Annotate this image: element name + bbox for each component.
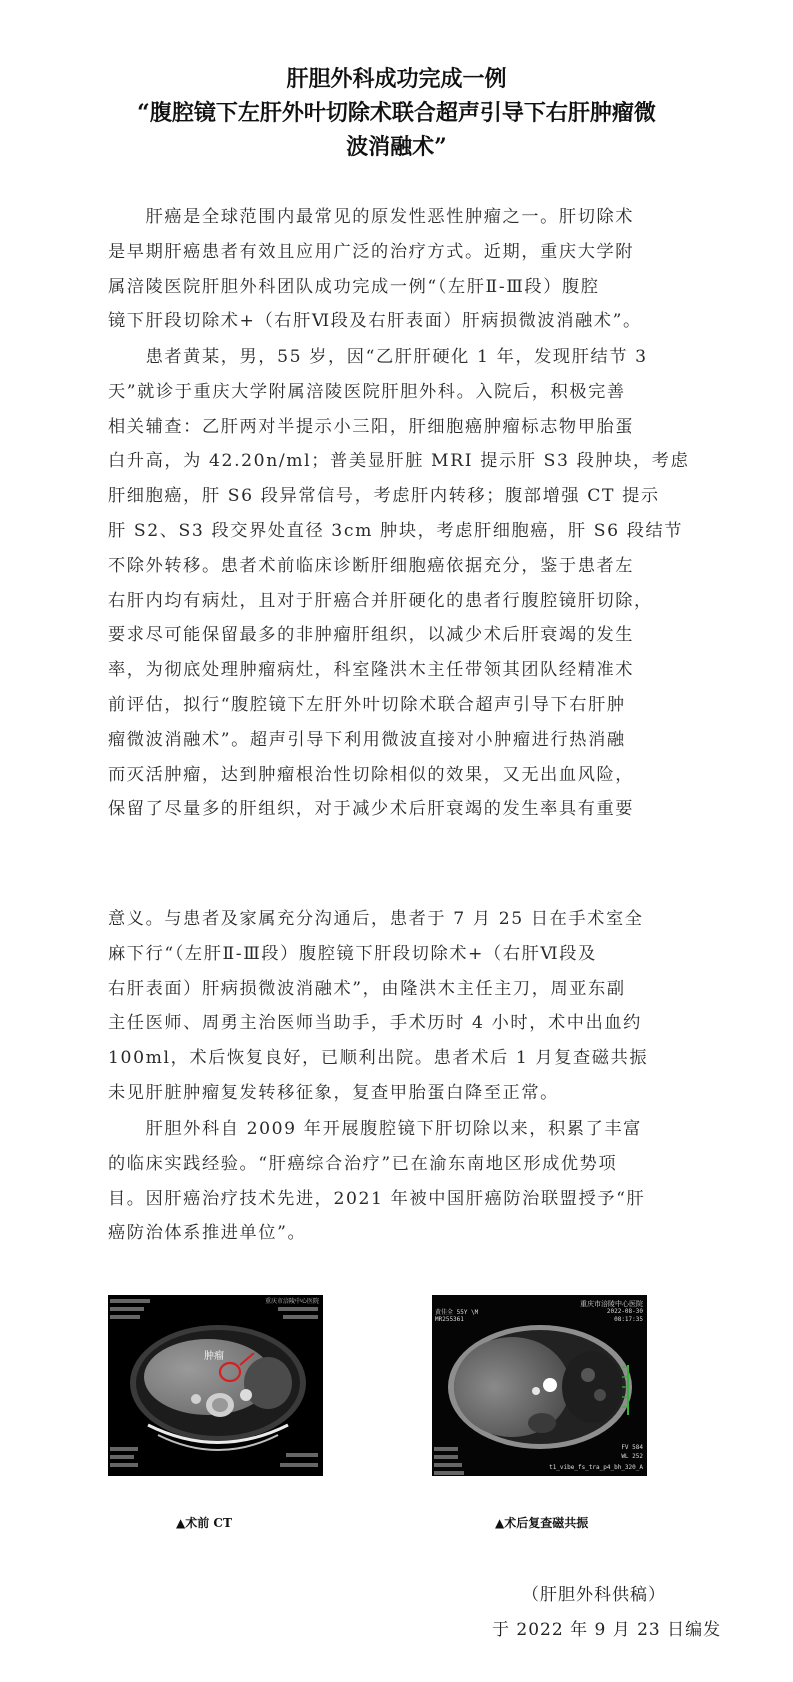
tumor-label: 肿瘤 (204, 1351, 224, 1362)
text-line: 未见肝脏肿瘤复发转移征象，复查甲胎蛋白降至正常。 (108, 1082, 559, 1103)
mri-time-overlay: 08:17:35 (614, 1316, 643, 1323)
text-line: 瘤微波消融术”。超声引导下利用微波直接对小肿瘤进行热消融 (108, 729, 626, 750)
ct-caption: ▲术前 CT (176, 1516, 232, 1530)
title-line-1: 肝胆外科成功完成一例 (286, 66, 507, 92)
mri-hospital-overlay: 重庆市涪陵中心医院 (580, 1300, 643, 1308)
mri-name-overlay: 黄佳全 55Y \M (435, 1309, 479, 1316)
text-line: 主任医师、周勇主治医师当助手，手术历时 4 小时，术中出血约 (108, 1013, 642, 1034)
text-line: 右肝表面）肝病损微波消融术”，由隆洪木主任主刀，周亚东副 (108, 978, 626, 999)
text-line: 要求尽可能保留最多的非肿瘤肝组织，以减少术后肝衰竭的发生 (108, 625, 635, 646)
text-line: 100ml，术后恢复良好，已顺利出院。患者术后 1 月复查磁共振 (108, 1048, 649, 1069)
article-date: 于 2022 年 9 月 23 日编发 (492, 1620, 722, 1640)
text-line: 肝 S2、S3 段交界处直径 3cm 肿块，考虑肝细胞癌，肝 S6 段结节 (108, 520, 684, 541)
text-line: 不除外转移。患者术前临床诊断肝细胞癌依据充分，鉴于患者左 (108, 555, 635, 576)
text-line: 是早期肝癌患者有效且应用广泛的治疗方式。近期，重庆大学附 (108, 241, 635, 262)
text-line: 麻下行“（左肝Ⅱ-Ⅲ段）腹腔镜下肝段切除术+（右肝Ⅵ段及 (108, 943, 597, 964)
mri-fov-overlay: FV 584 (621, 1444, 643, 1451)
text-line: 癌防治体系推进单位”。 (108, 1223, 307, 1244)
text-line: 保留了尽量多的肝组织，对于减少术后肝衰竭的发生率具有重要 (108, 799, 635, 820)
text-line: 的临床实践经验。“肝癌综合治疗”已在渝东南地区形成优势项 (108, 1153, 618, 1174)
mri-scan-image (432, 1295, 647, 1476)
text-line: 白升高，为 42.20n/ml；普美显肝脏 MRI 提示肝 S3 段肿块，考虑 (108, 451, 690, 472)
article-source: （肝胆外科供稿） (522, 1585, 666, 1605)
text-line: 率，为彻底处理肿瘤病灶，科室隆洪木主任带领其团队经精准术 (108, 660, 635, 681)
text-line: 相关辅查：乙肝两对半提示小三阳，肝细胞癌肿瘤标志物甲胎蛋 (108, 416, 635, 437)
text-line: 右肝内均有病灶，且对于肝癌合并肝硬化的患者行腹腔镜肝切除， (108, 590, 653, 611)
text-line: 肝胆外科自 2009 年开展腹腔镜下肝切除以来，积累了丰富 (108, 1119, 642, 1139)
text-line: 肝癌是全球范围内最常见的原发性恶性肿瘤之一。肝切除术 (108, 207, 635, 227)
article-title (100, 62, 693, 164)
paragraph-intro (108, 200, 700, 339)
text-line: 意义。与患者及家属充分沟通后，患者于 7 月 25 日在手术室全 (108, 909, 644, 929)
mri-wl-overlay: WL 252 (621, 1453, 643, 1460)
paragraph-department (108, 1112, 700, 1251)
ct-scan-graphic (108, 1295, 323, 1476)
text-line: 天”就诊于重庆大学附属涪陵医院肝胆外科。入院后，积极完善 (108, 381, 626, 402)
mri-sequence-overlay: t1_vibe_fs_tra_p4_bh_320_A (549, 1464, 643, 1471)
text-line: 目。因肝癌治疗技术先进，2021 年被中国肝癌防治联盟授予“肝 (108, 1188, 646, 1209)
title-line-3: 波消融术” (346, 134, 447, 160)
mri-id-overlay: MR255361 (435, 1316, 464, 1323)
text-line: 属涪陵医院肝胆外科团队成功完成一例“（左肝Ⅱ-Ⅲ段）腹腔 (108, 276, 600, 297)
text-line: 患者黄某，男，55 岁，因“乙肝肝硬化 1 年，发现肝结节 3 (108, 347, 648, 367)
title-line-2: “腹腔镜下左肝外叶切除术联合超声引导下右肝肿瘤微 (137, 100, 656, 126)
text-line: 而灭活肿瘤，达到肿瘤根治性切除相似的效果，又无出血风险， (108, 764, 635, 785)
mri-date-overlay: 2022-08-30 (606, 1308, 643, 1315)
text-line: 肝细胞癌，肝 S6 段异常信号，考虑肝内转移；腹部增强 CT 提示 (108, 486, 660, 507)
text-line: 镜下肝段切除术+（右肝Ⅵ段及右肝表面）肝病损微波消融术”。 (108, 311, 642, 332)
paragraph-surgery (108, 902, 700, 1111)
ct-hospital-overlay: 重庆市涪陵中心医院 (264, 1298, 319, 1305)
mri-caption: ▲术后复查磁共振 (495, 1516, 589, 1530)
paragraph-case (108, 340, 700, 827)
ct-scan-image (108, 1295, 323, 1476)
text-line: 前评估，拟行“腹腔镜下左肝外叶切除术联合超声引导下右肝肿 (108, 694, 626, 715)
